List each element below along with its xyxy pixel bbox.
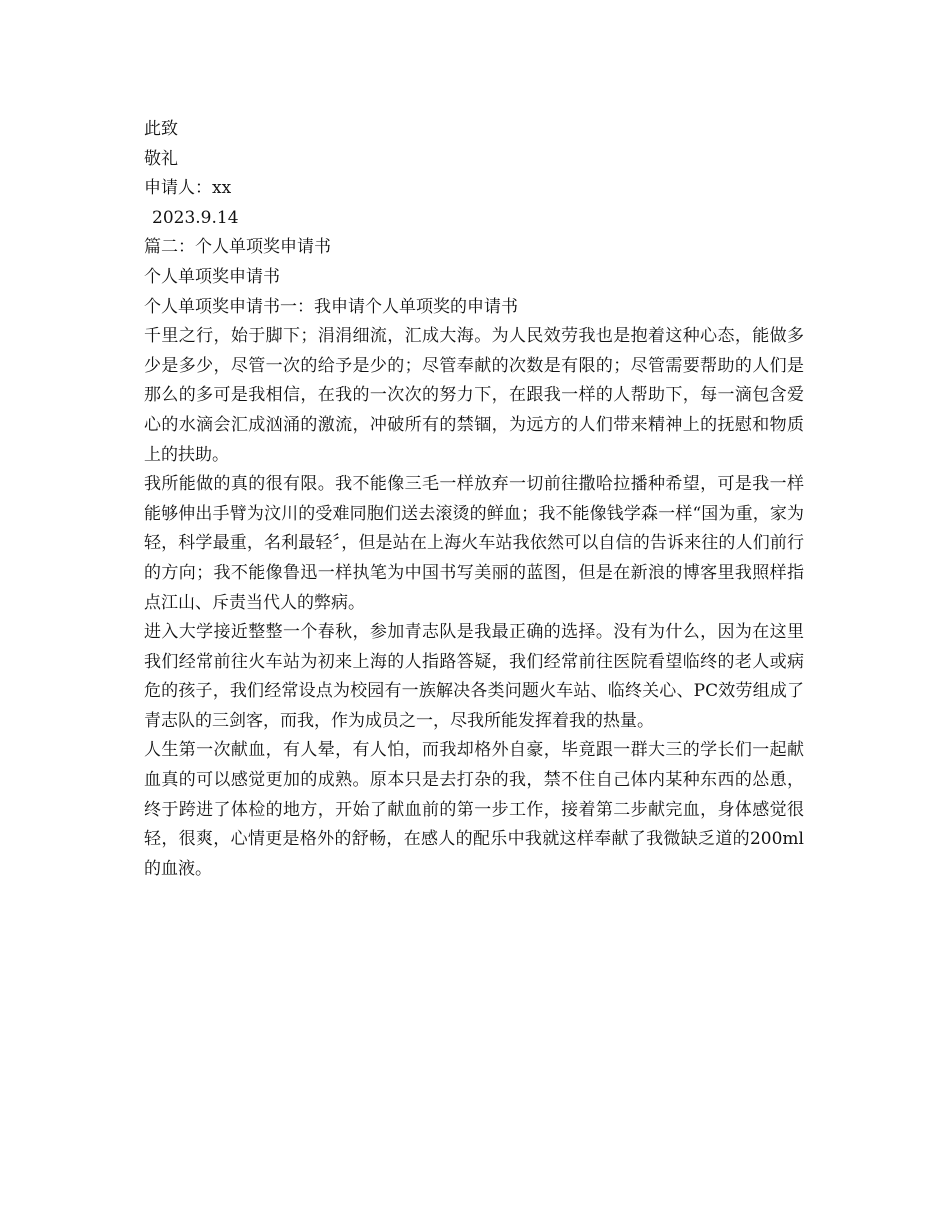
date-line: 2023.9.14	[152, 207, 239, 228]
body-paragraph: 千里之行，始于脚下；涓涓细流，汇成大海。为人民效劳我也是抱着这种心态，能做多少是多少，尽管一次的给予是少的；尽管奉献的次数是有限的；尽管需要帮助的人们是那么的多可是我相信，在我的一次次的努力下，在跟我一样的人帮助下，每一滴包含爱心的水滴会汇成汹涌的激流，冲破所有的禁锢，为远方的人们带来精神上的抚慰和物质上的扶助。	[144, 326, 804, 465]
document-subtitle: 个人单项奖申请书一：我申请个人单项奖的申请书	[144, 296, 518, 317]
body-paragraph: 进入大学接近整整一个春秋，参加青志队是我最正确的选择。没有为什么，因为在这里我们经常前往火车站为初来上海的人指路答疑，我们经常前往医院看望临终的老人或病危的孩子，我们经常设点为校园有一族解决各类问题火车站、临终关心、PC效劳组成了青志队的三剑客，而我，作为成员之一，尽我所能发挥着我的热量。	[144, 622, 804, 731]
applicant-line: 申请人：xx	[144, 178, 232, 199]
salutation-line: 此致	[144, 119, 178, 139]
salutation-line: 敬礼	[144, 148, 178, 169]
body-paragraph: 人生第一次献血，有人晕，有人怕，而我却格外自豪，毕竟跟一群大三的学长们一起献血真的可以感觉更加的成熟。原本只是去打杂的我，禁不住自己体内某种东西的怂恿，终于跨进了体检的地方，开始了献血前的第一步工作，接着第二步献完血，身体感觉很轻，很爽，心情更是格外的舒畅，在感人的配乐中我就这样奉献了我微缺乏道的200ml的血液。	[144, 740, 804, 879]
chapter-title: 篇二：个人单项奖申请书	[144, 237, 331, 258]
document-title: 个人单项奖申请书	[144, 266, 280, 287]
document-body	[144, 115, 804, 884]
body-paragraph: 我所能做的真的很有限。我不能像三毛一样放弃一切前往撒哈拉播种希望，可是我一样能够伸出手臂为汶川的受难同胞们送去滚烫的鲜血；我不能像钱学森一样“国为重，家为轻，科学最重，名利最轻〞，但是站在上海火车站我依然可以自信的告诉来往的人们前行的方向；我不能像鲁迅一样执笔为中国书写美丽的蓝图，但是在新浪的博客里我照样指点江山、斥责当代人的弊病。	[144, 474, 804, 613]
